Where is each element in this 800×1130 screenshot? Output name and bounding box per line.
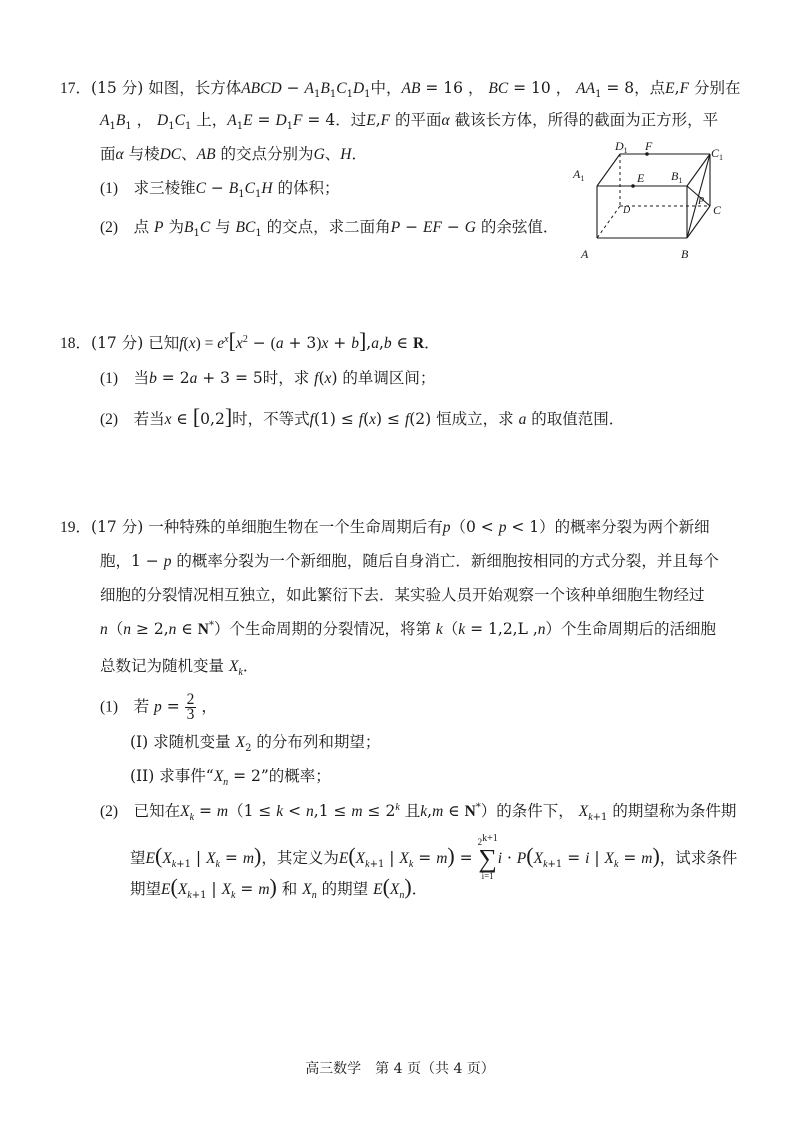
summation: $2^{k+1}$ ∑ i=1 bbox=[477, 833, 498, 881]
q17-line-2: $A_1B_1$ ， $D_1C_1$ 上，$A_1E = D_1F = 4$．过E,F 的平面α 截该长方体，所得的截面为正方形，平 bbox=[100, 111, 719, 133]
label-a: A bbox=[581, 247, 589, 261]
label-c1: $C_1$ bbox=[711, 146, 724, 162]
label-b: B bbox=[681, 247, 689, 261]
label-d: D bbox=[623, 205, 631, 216]
q19-line-1: 19．(17 分) 一种特殊的单细胞生物在一个生命周期后有p（0 < p < 1）的概率分裂为两个新细 bbox=[60, 518, 710, 536]
q19-part-1: (1) 若 p = $\frac{2}{3}$ ， bbox=[100, 691, 217, 723]
q17-line-3: 面α 与棱DC、AB 的交点分别为G、H． bbox=[100, 145, 367, 163]
cuboid-figure bbox=[565, 140, 740, 265]
edge-a1d1 bbox=[597, 154, 620, 186]
q18-part-1: (1) 当b = 2a + 3 = 5时，求 f(x) 的单调区间； bbox=[100, 369, 436, 387]
q19-line-2: 胞，1 − p 的概率分裂为一个新细胞，随后自身消亡．新细胞按相同的方式分裂，并且每个 bbox=[100, 552, 719, 570]
q19-part-2-line-3: 期望$E(X_{k+1}$ | $X_k = m$) 和 $X_n$ 的期望 $E(X_n)$． bbox=[130, 874, 428, 902]
edge-da-hidden bbox=[597, 206, 620, 238]
q19-part-2-line-2: 望$E(X_{k+1}$ | $X_k = m$)，其定义为$E(X_{k+1}$ | $X_k = m$) = $2^{k+1}$ ∑ i=1 $i \cdot P(X_{k+1} = i$ | $X_k = m$)，试求条件 bbox=[130, 833, 738, 881]
q19-sub-2: (II) 求事件“$X_n = 2$”的概率； bbox=[130, 767, 331, 789]
fraction-two-thirds: $\frac{2}{3}$ bbox=[186, 691, 195, 723]
q17-line-1: 17．(15 分) 如图，长方体ABCD − $A_1B_1C_1D_1$中，AB = 16 ， BC = 10 ， $AA_1 = 8$，点E,F 分别在 bbox=[60, 79, 741, 101]
q17-part-2: (2) 点 P 为$B_1C$ 与 $BC_1$ 的交点，求二面角P − EF − G 的余弦值． bbox=[100, 218, 559, 240]
edge-c1b1 bbox=[687, 154, 710, 186]
page-footer: 高三数学 第 4 页（共 4 页） bbox=[305, 1061, 495, 1077]
q19-line-5: 总数记为随机变量 $X_k$． bbox=[100, 657, 259, 679]
label-b1: $B_1$ bbox=[671, 169, 683, 185]
label-f: F bbox=[645, 140, 653, 153]
q17-part-1: (1) 求三棱锥$C - B_1C_1H$ 的体积； bbox=[100, 179, 340, 201]
q18-part-2: (2) 若当x ∈ [0,2]时，不等式f(1) ≤ f(x) ≤ f(2) 恒成立，求 a 的取值范围． bbox=[100, 404, 625, 429]
q19-sub-1: (I) 求随机变量 $X_2$ 的分布列和期望； bbox=[130, 733, 381, 755]
q19-part-2-line-1: (2) 已知在$X_k = m(1 \le k < n,1 \le m \le 2^k$ 且k,m ∈ N*）的条件下， $X_{k+1}$ 的期望称为条件期 bbox=[100, 801, 737, 824]
label-e: E bbox=[637, 171, 645, 185]
q19-line-4: n（n ≥ 2,n ∈ N*）个生命周期的分裂情况，将第 k（k = 1,2,L ,n）个生命周期后的活细胞 bbox=[100, 619, 717, 638]
point-e bbox=[631, 184, 635, 188]
label-d1: $D_1$ bbox=[615, 140, 628, 155]
label-c: C bbox=[713, 203, 722, 217]
edge-cb bbox=[687, 206, 710, 238]
q18-line-1: 18．(17 分) 已知$f(x) = e^x[x^2 - (a + 3)x + b],a,b$ ∈ R． bbox=[60, 328, 440, 353]
label-p: P bbox=[698, 196, 705, 207]
q19-line-3: 细胞的分裂情况相互独立，如此繁衍下去．某实验人员开始观察一个该种单细胞生物经过 bbox=[100, 586, 705, 604]
label-a1: $A_1$ bbox=[573, 167, 585, 183]
